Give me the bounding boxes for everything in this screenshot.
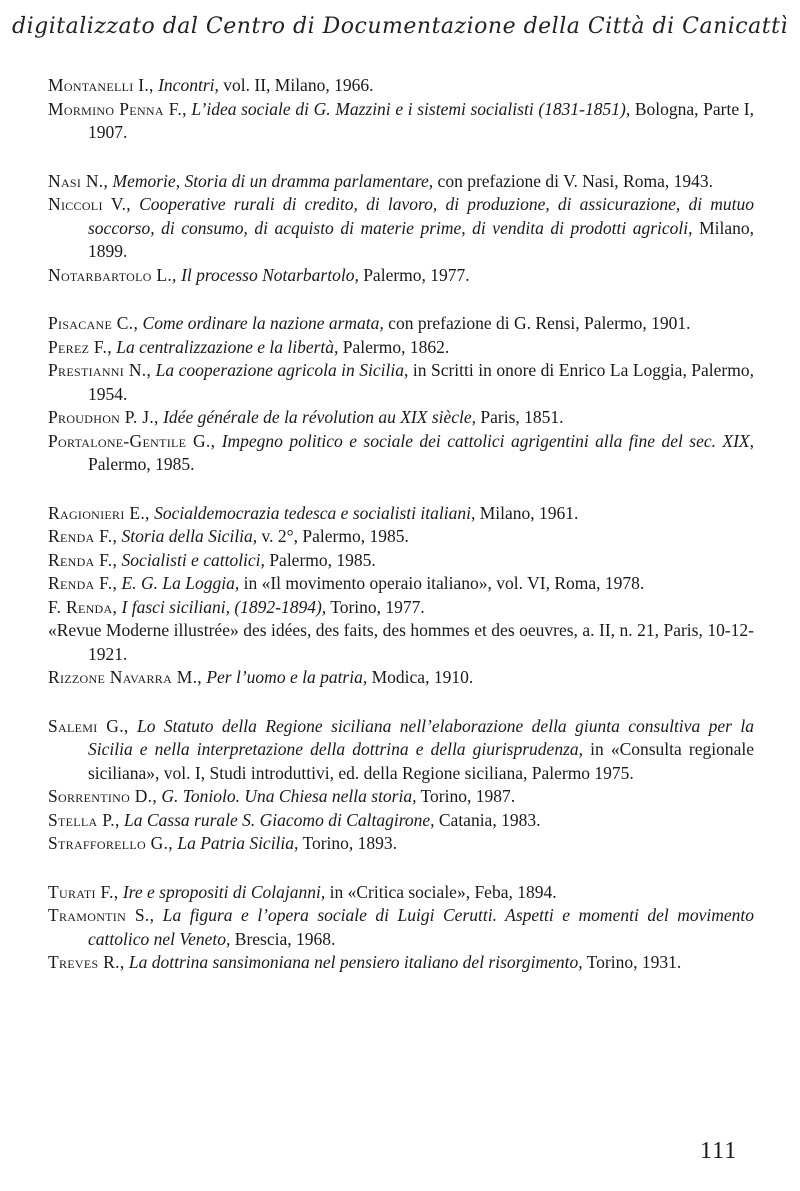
entry-details: vol. II, Milano, 1966. [223, 75, 374, 95]
entry-author: Strafforello G., [48, 833, 173, 853]
entry-title: Idée générale de la révolution au XIX siècle, [163, 407, 477, 427]
bibliography-entry [48, 951, 754, 975]
bibliography-group [48, 312, 754, 477]
entry-author: Sorrentino D., [48, 786, 158, 806]
entry-details: Palermo, 1985. [269, 549, 376, 570]
entry-title: La figura e l’opera sociale di Luigi Cerutti. Aspetti e momenti del movimento cattolico nel Veneto, [88, 905, 754, 949]
entry-author: F. Renda, [48, 596, 118, 617]
entry-details: in Scritti in onore di Enrico La Loggia, Palermo, 1954. [88, 360, 754, 404]
entry-details: v. 2°, Palermo, 1985. [261, 526, 409, 546]
bibliography-entry [48, 596, 754, 620]
entry-author: Montanelli I., [48, 75, 154, 95]
bibliography-group [48, 170, 754, 288]
bibliography-entry [48, 170, 754, 194]
entry-details: in «Consulta regionale siciliana», vol. I, Studi introduttivi, ed. della Regione siciliana, Palermo 1975. [88, 739, 754, 783]
bibliography-entry [48, 430, 754, 477]
bibliography-entry [48, 619, 754, 666]
bibliography [48, 74, 754, 1000]
bibliography-entry [48, 264, 754, 288]
entry-author: Perez F., [48, 336, 112, 357]
entry-author: Nasi N., [48, 170, 109, 191]
entry-author: Prestianni N., [48, 360, 152, 380]
entry-title: G. Toniolo. Una Chiesa nella storia, [161, 786, 417, 806]
entry-author: Pisacane C., [48, 313, 139, 333]
entry-title: La Cassa rurale S. Giacomo di Caltagirone, [124, 809, 435, 830]
entry-details: Torino, 1931. [586, 952, 682, 972]
entry-title: Memorie, Storia di un dramma parlamentare, [112, 170, 434, 191]
entry-title: Impegno politico e sociale dei cattolici agrigentini alla fine del sec. XIX, [221, 430, 754, 451]
entry-title: Il processo Notarbartolo, [181, 264, 359, 285]
entry-title: Socialdemocrazia tedesca e socialisti italiani, [154, 502, 476, 523]
entry-author: Salemi G., [48, 715, 129, 736]
bibliography-group [48, 74, 754, 145]
bibliography-entry [48, 715, 754, 786]
bibliography-entry [48, 525, 754, 549]
page-number: 111 [700, 1138, 738, 1164]
entry-details: con prefazione di G. Rensi, Palermo, 1901. [388, 313, 691, 333]
bibliography-entry [48, 406, 754, 430]
entry-details: Palermo, 1977. [363, 264, 470, 285]
entry-details: Bologna, Parte I, 1907. [88, 98, 754, 142]
entry-title: Lo Statuto della Regione siciliana nell’elaborazione della giunta consultiva per la Sicilia e nella interpretazione della dottrina e della giurisprudenza, [88, 715, 754, 759]
entry-title: Incontri, [158, 75, 219, 95]
entry-details: «Revue Moderne illustrée» des idées, des faits, des hommes et des oeuvres, a. II, n. 21, Paris, 10-12-1921. [48, 620, 754, 664]
bibliography-entry [48, 785, 754, 809]
entry-author: Niccoli V., [48, 194, 131, 214]
entry-title: La Patria Sicilia, [177, 833, 299, 853]
entry-details: in «Critica sociale», Feba, 1894. [329, 881, 557, 902]
entry-author: Stella P., [48, 809, 120, 830]
entry-details: Torino, 1893. [302, 833, 398, 853]
entry-title: I fasci siciliani, (1892-1894), [121, 596, 327, 617]
bibliography-entry [48, 549, 754, 573]
bibliography-entry [48, 904, 754, 951]
entry-details: Palermo, 1862. [342, 336, 450, 357]
entry-details: in «Il movimento operaio italiano», vol. VI, Roma, 1978. [243, 573, 645, 593]
entry-author: Mormino Penna F., [48, 98, 187, 119]
entry-author: Portalone-Gentile G., [48, 430, 216, 451]
bibliography-entry [48, 502, 754, 526]
entry-title: Come ordinare la nazione armata, [142, 313, 384, 333]
digitization-watermark: digitalizzato dal Centro di Documentazione della Città di Canicattì [12, 14, 788, 39]
bibliography-entry [48, 193, 754, 264]
entry-title: Cooperative rurali di credito, di lavoro, di produzione, di assicurazione, di mutuo soccorso, di consumo, di acquisto di materie prime, di vendita di prodotti agricoli, [88, 194, 755, 238]
entry-author: Rizzone Navarra M., [48, 667, 202, 687]
entry-title: La dottrina sansimoniana nel pensiero italiano del risorgimento, [128, 952, 583, 972]
bibliography-group [48, 715, 754, 856]
entry-title: La cooperazione agricola in Sicilia, [155, 360, 409, 380]
entry-author: Renda F., [48, 573, 118, 593]
entry-title: E. G. La Loggia, [121, 573, 240, 593]
entry-title: L’idea sociale di G. Mazzini e i sistemi socialisti (1831-1851), [191, 98, 631, 119]
entry-author: Renda F., [48, 549, 118, 570]
entry-title: Socialisti e cattolici, [121, 549, 265, 570]
entry-author: Treves R., [48, 952, 125, 972]
entry-details: con prefazione di V. Nasi, Roma, 1943. [437, 170, 713, 191]
entry-details: Torino, 1977. [330, 596, 425, 617]
bibliography-entry [48, 359, 754, 406]
bibliography-entry [48, 572, 754, 596]
bibliography-group [48, 881, 754, 975]
entry-author: Turati F., [48, 881, 119, 902]
bibliography-entry [48, 74, 754, 98]
entry-title: Per l’uomo e la patria, [206, 667, 368, 687]
entry-author: Notarbartolo L., [48, 264, 177, 285]
entry-author: Proudhon P. J., [48, 407, 159, 427]
bibliography-entry [48, 336, 754, 360]
bibliography-entry [48, 98, 754, 145]
bibliography-group [48, 502, 754, 690]
entry-author: Tramontin S., [48, 905, 155, 925]
entry-details: Torino, 1987. [420, 786, 516, 806]
entry-author: Renda F., [48, 526, 118, 546]
bibliography-entry [48, 666, 754, 690]
entry-details: Milano, 1899. [88, 217, 755, 261]
entry-details: Palermo, 1985. [88, 454, 195, 474]
bibliography-entry [48, 809, 754, 833]
entry-details: Brescia, 1968. [234, 928, 336, 949]
bibliography-entry [48, 312, 754, 336]
entry-title: La centralizzazione e la libertà, [116, 336, 339, 357]
entry-author: Ragionieri E., [48, 502, 150, 523]
entry-details: Milano, 1961. [479, 502, 579, 523]
bibliography-entry [48, 881, 754, 905]
entry-title: Ire e spropositi di Colajanni, [122, 881, 326, 902]
entry-details: Modica, 1910. [371, 667, 474, 687]
entry-title: Storia della Sicilia, [121, 526, 258, 546]
bibliography-entry [48, 832, 754, 856]
entry-details: Catania, 1983. [438, 809, 541, 830]
entry-details: Paris, 1851. [480, 407, 564, 427]
